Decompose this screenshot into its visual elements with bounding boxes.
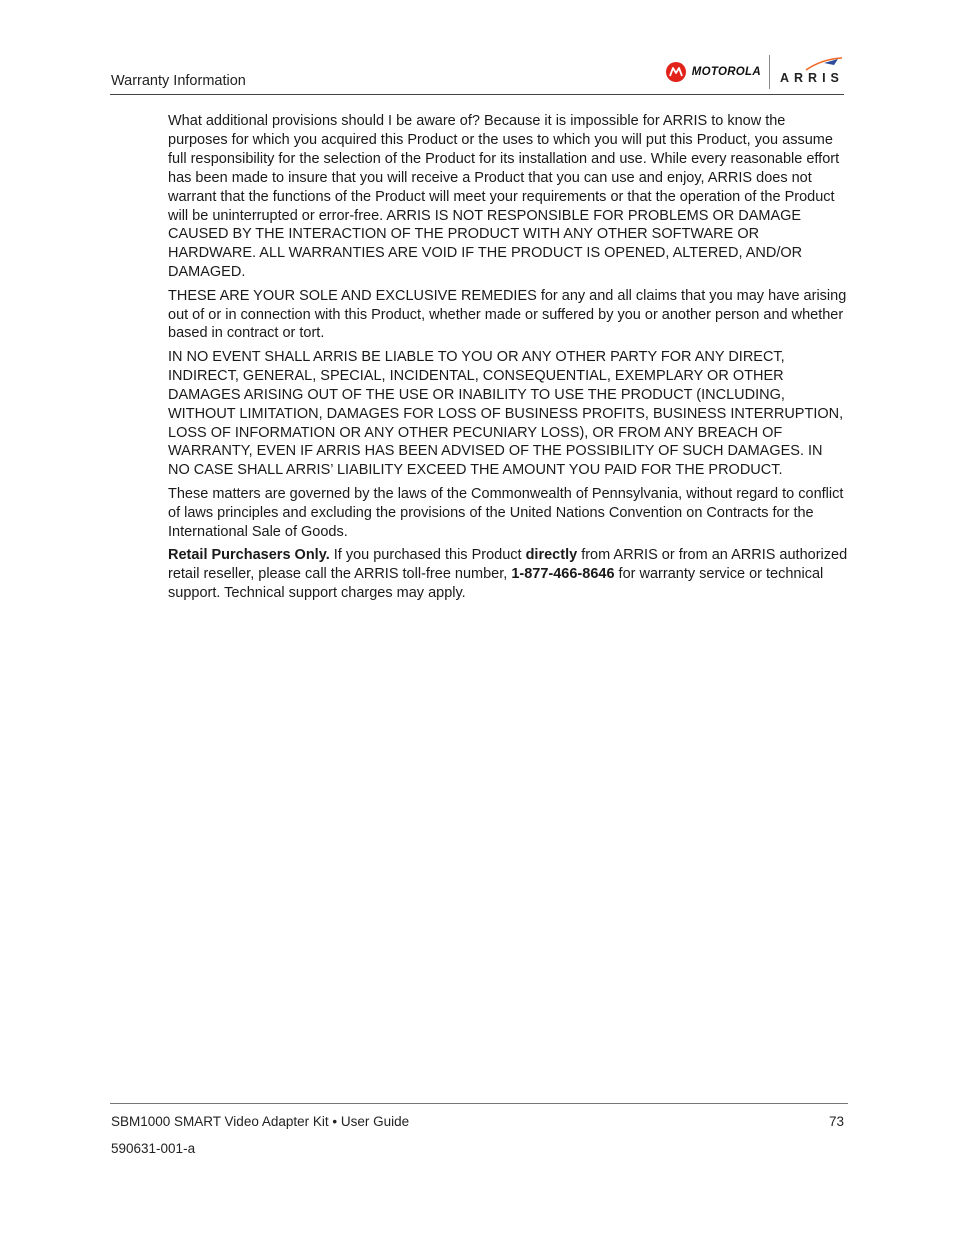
section-title: Warranty Information — [111, 73, 246, 89]
arris-logo — [780, 57, 844, 87]
page-footer — [110, 1103, 848, 1156]
brand-logos — [666, 54, 844, 90]
paragraph-additional-provisions: What additional provisions should I be aware of? Because it is impossible for ARRIS to know the purposes for which you acquired this Product or the uses to which you will put this Product, you assume full responsibility for the selection of the Product for its installation and use. While every reasonable effort has been made to insure that you will receive a Product that you can use and enjoy, ARRIS does not warrant that the functions of the Product will meet your requirements or that the operation of the Product will be uninterrupted or error-free. ARRIS IS NOT RESPONSIBLE FOR PROBLEMS OR DAMAGE CAUSED BY THE INTERACTION OF THE PRODUCT WITH ANY OTHER SOFTWARE OR HARDWARE. ALL WARRANTIES ARE VOID IF THE PRODUCT IS OPENED, ALTERED, AND/OR DAMAGED. — [168, 113, 840, 281]
arris-swoosh-icon — [804, 57, 844, 71]
logo-divider — [769, 55, 770, 89]
directly-emphasis: directly — [525, 546, 578, 563]
retail-purchasers-heading: Retail Purchasers Only. — [168, 546, 330, 563]
motorola-batwing-icon — [666, 62, 686, 82]
page-header — [110, 52, 844, 95]
warranty-body — [168, 112, 848, 607]
paragraph-retail-purchasers: Retail Purchasers Only. If you purchased this Product directly from ARRIS or from an ARRIS authorized retail reseller, please call the ARRIS toll-free number, 1-877-466-8646 for warranty service or technical support. Technical support charges may apply. — [168, 546, 848, 601]
footer-guide-title: SBM1000 SMART Video Adapter Kit • User Guide — [111, 1114, 410, 1129]
document-number: 590631-001-a — [111, 1141, 196, 1156]
paragraph-sole-remedies: THESE ARE YOUR SOLE AND EXCLUSIVE REMEDIES for any and all claims that you may have arising out of or in connection with this Product, whether made or suffered by you or another person and whether based in contract or tort. — [168, 287, 847, 342]
motorola-wordmark: MOTOROLA — [691, 66, 761, 78]
page-number: 73 — [828, 1114, 844, 1129]
paragraph-governing-law: These matters are governed by the laws of the Commonwealth of Pennsylvania, without regard to conflict of laws principles and excluding the provisions of the United Nations Convention on Contracts for the International Sale of Goods. — [168, 485, 844, 540]
arris-wordmark: ARRIS — [780, 71, 844, 85]
paragraph-liability-limitation: IN NO EVENT SHALL ARRIS BE LIABLE TO YOU OR ANY OTHER PARTY FOR ANY DIRECT, INDIRECT, GENERAL, SPECIAL, INCIDENTAL, CONSEQUENTIAL, EXEMPLARY OR OTHER DAMAGES ARISING OUT OF THE USE OR INABILITY TO USE THE PRODUCT (INCLUDING, WITHOUT LIMITATION, DAMAGES FOR LOSS OF BUSINESS PROFITS, BUSINESS INTERRUPTION, LOSS OF INFORMATION OR ANY OTHER PECUNIARY LOSS), OR FROM ANY BREACH OF WARRANTY, EVEN IF ARRIS HAS BEEN ADVISED OF THE POSSIBILITY OF SUCH DAMAGES. IN NO CASE SHALL ARRIS’ LIABILITY EXCEED THE AMOUNT YOU PAID FOR THE PRODUCT. — [168, 348, 844, 479]
toll-free-phone-number: 1-877-466-8646 — [511, 565, 615, 582]
